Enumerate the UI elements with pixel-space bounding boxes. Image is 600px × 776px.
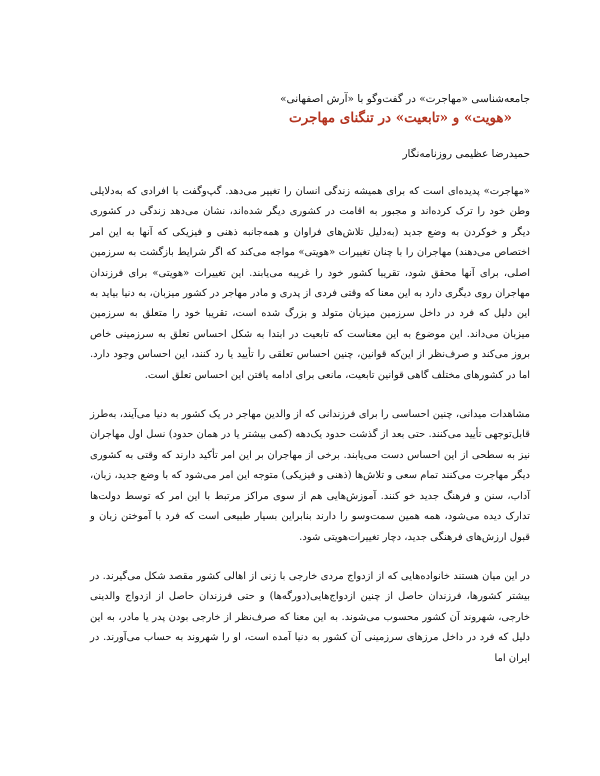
article-body — [90, 182, 530, 669]
article — [90, 92, 530, 688]
article-kicker: جامعه‌شناسی «مهاجرت» در گفت‌وگو با «آرش اصفهانی» — [280, 93, 530, 105]
article-title: «هویت» و «تابعیت» در تنگنای مهاجرت — [289, 110, 512, 126]
article-author: حمیدرضا عظیمی روزنامه‌نگار — [402, 148, 530, 160]
paragraph-3: در این میان هستند خانواده‌هایی که از ازدواج مردی خارجی با زنی از اهالی کشور مقصد شکل می‌گیرند. در بیشتر کشورها، فرزندان حاصل از چنین ازدواج‌هایی(دورگه‌ها) و حتی فرزندان حاصل از ازدواج والدینی خارجی، شهروند آن کشور محسوب می‌شوند. به این معنا که صرف‌نظر از خارجی بودن پدر یا مادر، به این دلیل که فرد در داخل مرزهای سرزمینی آن کشور به دنیا آمده است، او را شهروند به حساب می‌آورند. در ایران اما — [90, 570, 530, 664]
paragraph-2: مشاهدات میدانی، چنین احساسی را برای فرزندانی که از والدین مهاجر در یک کشور به دنیا می‌آیند، به‌طرز قابل‌توجهی تأیید می‌کنند. حتی بعد از گذشت حدود یک‌دهه (کمی بیشتر یا در همان حدود) نسل اول مهاجران نیز به سطحی از این احساس دست می‌یابند. برخی از مهاجران بر این امر تأکید دارند که وقتی به کشوری دیگر مهاجرت می‌کنند تمام سعی و تلاش‌ها (ذهنی و فیزیکی) متوجه این امر می‌شود که با وضع جدید، زبان، آداب، سنن و فرهنگ جدید خو کنند. آموزش‌هایی هم از سوی مراکز مرتبط با این امر که توسط دولت‌ها تدارک دیده می‌شود، همه همین سمت‌وسو را دارند بنابراین بسیار طبیعی است که فرد با آموختن زبان و قبول ارزش‌های فرهنگی جدید، دچار تغییرات‌هویتی شود. — [90, 409, 530, 543]
paragraph-1: «مهاجرت» پدیده‌ای است که برای همیشه زندگی انسان را تغییر می‌دهد. گپ‌وگفت با افرادی که به‌دلایلی وطن خود را ترک کرده‌اند و مجبور به اقامت در کشوری دیگر شده‌اند، نشان می‌دهد زندگی در کشوری دیگر و خوکردن به وضع جدید (به‌دلیل تلاش‌های فراوان و همه‌جانبه ذهنی و فیزیکی که آنها به این امر اختصاص می‌دهند) مهاجران را با چنان تغییرات «هویتی» مواجه می‌کند که اگر شرایط بازگشت به سرزمین اصلی، برای آنها محقق شود، تقریبا کشور خود را غریبه می‌یابند. این تغییرات «هویتی» برای فرزندان مهاجران روی دیگری دارد به این معنا که وقتی فردی از پدری و مادر مهاجر در کشور میزبان، به دنیا بیاید به این دلیل که فرد در داخل سرزمین میزبان متولد و بزرگ شده است، تقریبا خود را متعلق به سرزمین میزبان می‌داند. این موضوع به این معناست که تابعیت در ابتدا به شکل احساس تعلق به سرزمینی خاص بروز می‌کند و صرف‌نظر از این‌که قوانین، چنین احساس تعلقی را تأیید یا رد کنند، این احساس وجود دارد. اما در کشورهای مختلف گاهی قوانین تابعیت، مانعی برای ادامه یافتن این احساس تعلق است. — [90, 186, 530, 381]
